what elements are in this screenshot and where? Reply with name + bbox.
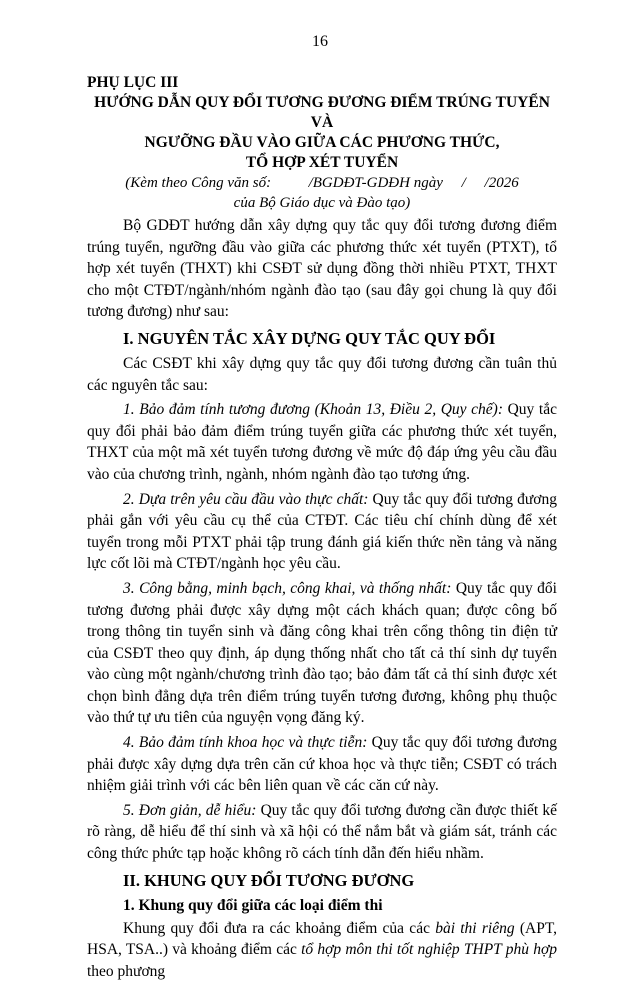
para-italic: bài thi riêng <box>435 919 515 937</box>
page-number: 16 <box>312 33 328 50</box>
principle-text: Quy tắc quy đổi tương đương phải được xây dựng dựa trên căn cứ khoa học và thực tiễn; CSĐT có trách nhiệm giải trình với các bên liên quan về các căn cứ này. <box>87 734 557 795</box>
intro-paragraph: Bộ GDĐT hướng dẫn xây dựng quy tắc quy đổi tương đương điểm trúng tuyển, ngưỡng đầu vào giữa các phương thức xét tuyển (PTXT), tổ hợp xét tuyển (THXT) khi CSĐT sử dụng đồng thời nhiều PTXT, THXT cho một CTĐT/ngành/nhóm ngành đào tạo (sau đây gọi chung là quy đổi tương đương) như sau: <box>87 217 557 321</box>
principle-text: Quy tắc quy đổi tương đương phải được xây dựng một cách khách quan; được công bố trong thông tin tuyển sinh và đăng công khai trên cổng thông tin điện tử của CSĐT theo quy định, áp dụng thống nhất cho tất cả thí sinh dự tuyển vào cùng một ngành/chương trình đào tạo; bảo đảm tất cả thí sinh được xét chọn bình đẳng dựa trên điểm trúng tuyển tương đương, không phụ thuộc vào thứ tự ưu tiên của nguyện vọng đăng ký. <box>87 579 557 727</box>
title-line: HƯỚNG DẪN QUY ĐỔI TƯƠNG ĐƯƠNG ĐIỂM TRÚNG TUYỂN VÀ <box>94 94 550 131</box>
para-italic: tổ hợp môn thi tốt nghiệp THPT phù hợp <box>301 941 557 959</box>
section-lead: Các CSĐT khi xây dựng quy tắc quy đổi tương đương cần tuân thủ các nguyên tắc sau: <box>87 354 557 394</box>
section-heading: I. NGUYÊN TẮC XÂY DỰNG QUY TẮC QUY ĐỔI <box>123 328 496 348</box>
para-text: (APT, HSA, TSA..) và khoảng điểm các <box>87 919 558 959</box>
subsection-heading: 1. Khung quy đổi giữa các loại điểm thi <box>123 896 383 914</box>
principle-text: Quy tắc quy đổi tương đương cần được thiết kế rõ ràng, dễ hiểu để thí sinh và xã hội có thể nắm bắt và giám sát, tránh các công thức phức tạp hoặc không rõ cách tính dẫn đến hiểu nhầm. <box>87 801 558 863</box>
para-text: Khung quy đổi đưa ra các khoảng điểm của các <box>123 919 436 937</box>
principle-text: Quy tắc quy đổi tương đương phải gắn với yêu cầu cụ thể của CTĐT. Các tiêu chí chính dùng để xét tuyển trong mỗi PTXT phải tập trung đánh giá kiến thức nền tảng và năng lực cốt lõi mà CTĐT/ngành học yêu cầu. <box>87 490 557 573</box>
principle-item <box>87 399 557 485</box>
principle-item <box>87 732 557 797</box>
subtitle-line: (Kèm theo Công văn số: /BGDĐT-GDĐH ngày / /2026 <box>125 175 519 191</box>
principle-label: 1. Bảo đảm tính tương đương (Khoản 13, Điều 2, Quy chế): <box>123 401 503 419</box>
section-heading: II. KHUNG QUY ĐỔI TƯƠNG ĐƯƠNG <box>123 870 415 890</box>
principle-label: 4. Bảo đảm tính khoa học và thực tiễn: <box>123 734 368 752</box>
section2-paragraph <box>87 918 557 982</box>
principle-label: 3. Công bằng, minh bạch, công khai, và thống nhất: <box>123 579 452 597</box>
document-content <box>87 73 557 982</box>
appendix-label: PHỤ LỤC III <box>87 74 179 91</box>
principle-label: 2. Dựa trên yêu cầu đầu vào thực chất: <box>123 490 369 508</box>
principle-item <box>87 578 557 729</box>
para-text: theo phương <box>87 962 166 980</box>
principle-item <box>87 800 557 865</box>
title-line: NGƯỠNG ĐẦU VÀO GIỮA CÁC PHƯƠNG THỨC, <box>144 134 500 151</box>
title-line: TỔ HỢP XÉT TUYỂN <box>245 154 399 171</box>
principle-label: 5. Đơn giản, dễ hiểu: <box>123 801 257 819</box>
subtitle-line: của Bộ Giáo dục và Đào tạo) <box>233 195 411 211</box>
principle-item <box>87 489 557 575</box>
principle-text: Quy tắc quy đổi phải bảo đảm điểm trúng tuyển giữa các phương thức xét tuyển, THXT của một mã xét tuyển tương đương về mức độ đáp ứng yêu cầu đầu vào của chương trình, ngành, nhóm ngành đào tạo tương ứng. <box>87 401 557 483</box>
